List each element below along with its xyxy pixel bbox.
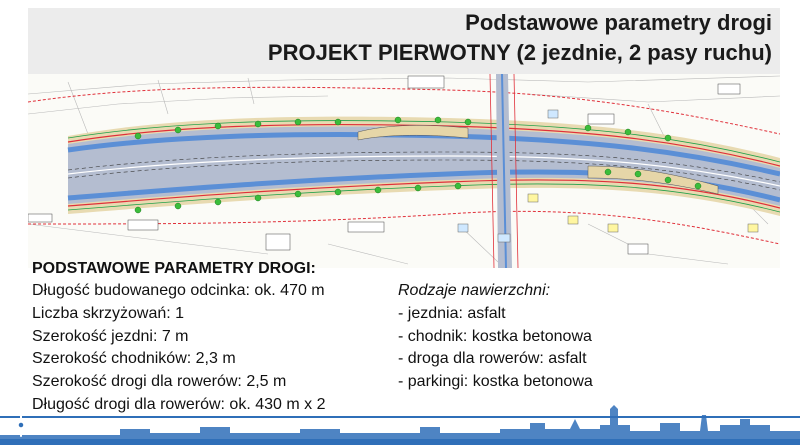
surface-types-section bbox=[398, 280, 778, 394]
logo-line-2: SPOŁECZNE bbox=[36, 428, 81, 435]
surfaces-heading: Rodzaje nawierzchni: bbox=[398, 282, 551, 299]
surface-item: - parkingi: kostka betonowa bbox=[398, 373, 593, 391]
slide-subtitle: PROJEKT PIERWOTNY (2 jezdnie, 2 pasy ruchu) bbox=[267, 40, 772, 65]
title-bar bbox=[28, 8, 780, 74]
surface-item: - jezdnia: asfalt bbox=[398, 304, 506, 322]
parameter-item: Liczba skrzyżowań: 1 bbox=[32, 304, 185, 322]
parameters-heading: PODSTAWOWE PARAMETRY DROGI: bbox=[32, 260, 316, 277]
road-plan-svg bbox=[28, 74, 780, 268]
road-plan-drawing bbox=[28, 74, 780, 268]
road-parameters-section bbox=[32, 258, 392, 417]
logo-line-1: KONSULTACJE bbox=[36, 420, 90, 427]
slide-title: Podstawowe parametry drogi bbox=[465, 10, 772, 35]
parameter-item: Długość drogi dla rowerów: ok. 430 m x 2 bbox=[32, 395, 326, 413]
parameter-item: Szerokość jezdni: 7 m bbox=[32, 327, 189, 345]
parameter-item: Szerokość chodników: 2,3 m bbox=[32, 350, 236, 368]
parameter-item: Długość budowanego odcinka: ok. 470 m bbox=[32, 282, 325, 299]
konsultacje-logo bbox=[6, 408, 106, 444]
surface-item: - chodnik: kostka betonowa bbox=[398, 327, 592, 345]
surface-item: - droga dla rowerów: asfalt bbox=[398, 350, 587, 368]
snowflake-logo-icon bbox=[8, 412, 34, 438]
parameter-item: Szerokość drogi dla rowerów: 2,5 m bbox=[32, 373, 287, 391]
footer-skyline bbox=[0, 405, 800, 445]
